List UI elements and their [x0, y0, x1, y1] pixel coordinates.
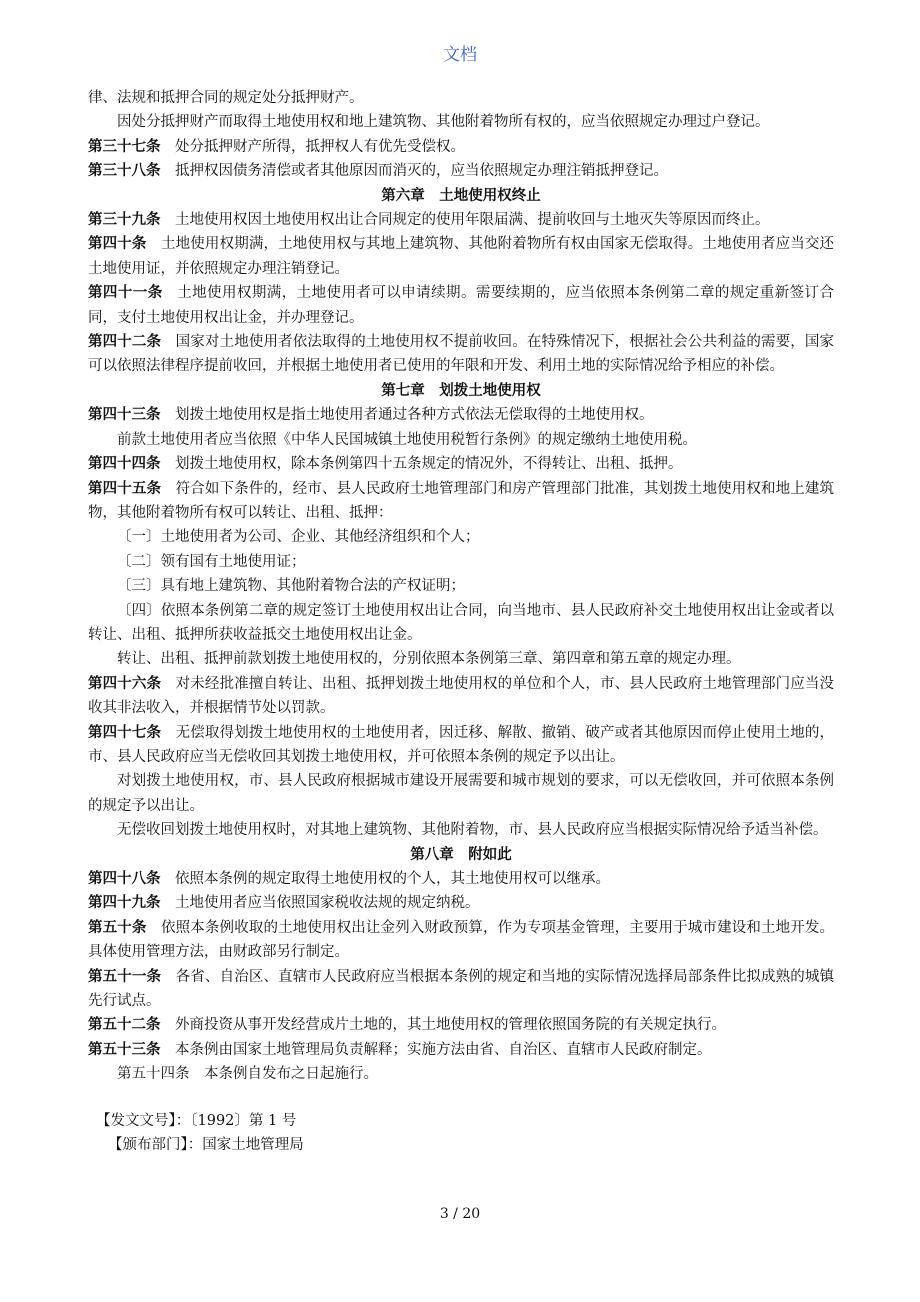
- article: [88, 721, 834, 770]
- article: [88, 672, 834, 721]
- article-text: 外商投资从事开发经营成片土地的，其土地使用权的管理依照国务院的有关规定执行。: [175, 1017, 726, 1034]
- article-text: 本条例由国家土地管理局负责解释；实施方法由省、自治区、直辖市人民政府制定。: [175, 1041, 712, 1058]
- article-text: 依照本条例的规定取得土地使用权的个人，其土地使用权可以继承。: [175, 871, 610, 887]
- paragraph: 〔三〕具有地上建筑物、其他附着物合法的产权证明；: [117, 578, 465, 595]
- article: [88, 477, 834, 526]
- paragraph: 对划拨土地使用权，市、县人民政府根据城市建设开展需要和城市规划的要求，可以无偿收回，并可依照本条例的规定予以出让。: [88, 773, 834, 814]
- article-label: 第五十一条: [88, 967, 162, 985]
- article-label: 第四十九条: [88, 894, 161, 912]
- article-label: 第四十一条: [88, 284, 163, 302]
- article-text: 土地使用者应当依照国家税收法规的规定纳税。: [175, 895, 480, 912]
- paragraph: 第五十四条 本条例自发布之日起施行。: [117, 1066, 378, 1083]
- doc-number: 【发文文号】：〔1992〕第 1 号: [96, 1112, 297, 1129]
- article-label: 第四十条: [88, 235, 147, 253]
- article-label: 第五十三条: [88, 1040, 161, 1058]
- article: [88, 159, 834, 183]
- article: [88, 281, 834, 330]
- paragraph: 无偿收回划拨土地使用权时，对其地上建筑物、其他附着物，市、县人民政府应当根据实际情况给予适当补偿。: [117, 822, 828, 839]
- article-text: 各省、自治区、直辖市人民政府应当根据本条例的规定和当地的实际情况选择局部条件比拟成熟的城镇先行试点。: [88, 968, 835, 1010]
- article-text: 土地使用权期满，土地使用权与其地上建筑物、其他附着物所有权由国家无偿取得。土地使用者应当交还土地使用证，并依照规定办理注销登记。: [88, 236, 834, 277]
- article-text: 划拨土地使用权，除本条例第四十五条规定的情况外，不得转让、出租、抵押。: [175, 456, 683, 473]
- article-text: 土地使用权因土地使用权出让合同规定的使用年限届满、提前收回与土地灭失等原因而终止。: [175, 212, 770, 229]
- article-label: 第五十条: [88, 918, 147, 936]
- page-number: 3 / 20: [439, 1206, 481, 1222]
- article-text: 土地使用权期满，土地使用者可以申请续期。需要续期的，应当依照本条例第二章的规定重新签订合同，支付土地使用权出让金，并办理登记。: [88, 285, 834, 326]
- article: [88, 891, 834, 915]
- article-label: 第四十六条: [88, 674, 162, 692]
- article: [88, 1013, 834, 1037]
- article: [88, 330, 834, 379]
- article-label: 第三十七条: [88, 137, 161, 155]
- article-label: 第四十七条: [88, 723, 162, 741]
- header-title: 文档: [443, 45, 477, 65]
- article-text: 划拨土地使用权是指土地使用者通过各种方式依法无偿取得的土地使用权。: [175, 407, 654, 424]
- chapter-heading: 第八章 附如此: [410, 845, 512, 863]
- paragraph: 〔四〕依照本条例第二章的规定签订土地使用权出让合同，向当地市、县人民政府补交土地使用权出让金或者以转让、出租、抵押所获收益抵交土地使用权出让金。: [88, 602, 834, 643]
- paragraph: 因处分抵押财产而取得土地使用权和地上建筑物、其他附着物所有权的，应当依照规定办理过户登记。: [117, 114, 770, 131]
- paragraph: 〔二〕领有国有土地使用证；: [117, 553, 306, 570]
- article: [88, 208, 834, 232]
- article-text: 国家对土地使用者依法取得的土地使用权不提前收回。在特殊情况下，根据社会公共利益的需要，国家可以依照法律程序提前收回，并根据土地使用者已使用的年限和开发、利用土地的实际情况给予相应的补偿。: [88, 334, 835, 375]
- issuing-authority: 【颁布部门】：国家土地管理局: [108, 1137, 304, 1154]
- paragraph: 律、法规和抵押合同的规定处分抵押财产。: [88, 90, 364, 106]
- article: [88, 867, 834, 891]
- article: [88, 403, 834, 427]
- article-label: 第四十二条: [88, 333, 162, 351]
- article-label: 第五十二条: [88, 1016, 161, 1034]
- chapter-heading: 第六章 土地使用权终止: [381, 186, 541, 204]
- article-label: 第四十五条: [88, 479, 162, 497]
- article: [88, 135, 834, 159]
- article-text: 符合如下条件的，经市、县人民政府土地管理部门和房产管理部门批准，其划拨土地使用权和地上建筑物，其他附着物所有权可以转让、出租、抵押：: [88, 480, 835, 521]
- article-text: 抵押权因债务清偿或者其他原因而消灭的，应当依照规定办理注销抵押登记。: [175, 163, 668, 180]
- article: [88, 1038, 834, 1062]
- article-label: 第三十八条: [88, 162, 161, 180]
- document-body: [88, 86, 834, 1157]
- article: [88, 452, 834, 476]
- article-label: 第三十九条: [88, 211, 161, 229]
- article: [88, 965, 834, 1014]
- article-text: 无偿取得划拨土地使用权的土地使用者，因迁移、解散、撤销、破产或者其他原因而停止使用土地的，市、县人民政府应当无偿收回其划拨土地使用权，并可依照本条例的规定予以出让。: [88, 724, 835, 765]
- paragraph: 〔一〕土地使用者为公司、企业、其他经济组织和个人；: [117, 529, 480, 546]
- chapter-heading: 第七章 划拨土地使用权: [381, 381, 541, 399]
- paragraph: 前款土地使用者应当依照《中华人民国城镇土地使用税暂行条例》的规定缴纳土地使用税。: [117, 431, 697, 448]
- article-label: 第四十八条: [88, 870, 161, 887]
- article-label: 第四十三条: [88, 406, 161, 424]
- article: [88, 232, 834, 281]
- article-text: 处分抵押财产所得，抵押权人有优先受偿权。: [175, 138, 465, 155]
- article-text: 依照本条例收取的土地使用权出让金列入财政预算，作为专项基金管理，主要用于城市建设和土地开发。具体使用管理方法，由财政部另行制定。: [88, 919, 834, 961]
- article-label: 第四十四条: [88, 455, 161, 473]
- article: [88, 916, 834, 965]
- article-text: 对未经批准擅自转让、出租、抵押划拨土地使用权的单位和个人，市、县人民政府土地管理部门应当没收其非法收入，并根据情节处以罚款。: [88, 675, 835, 717]
- paragraph: 转让、出租、抵押前款划拨土地使用权的，分别依照本条例第三章、第四章和第五章的规定办理。: [117, 651, 741, 668]
